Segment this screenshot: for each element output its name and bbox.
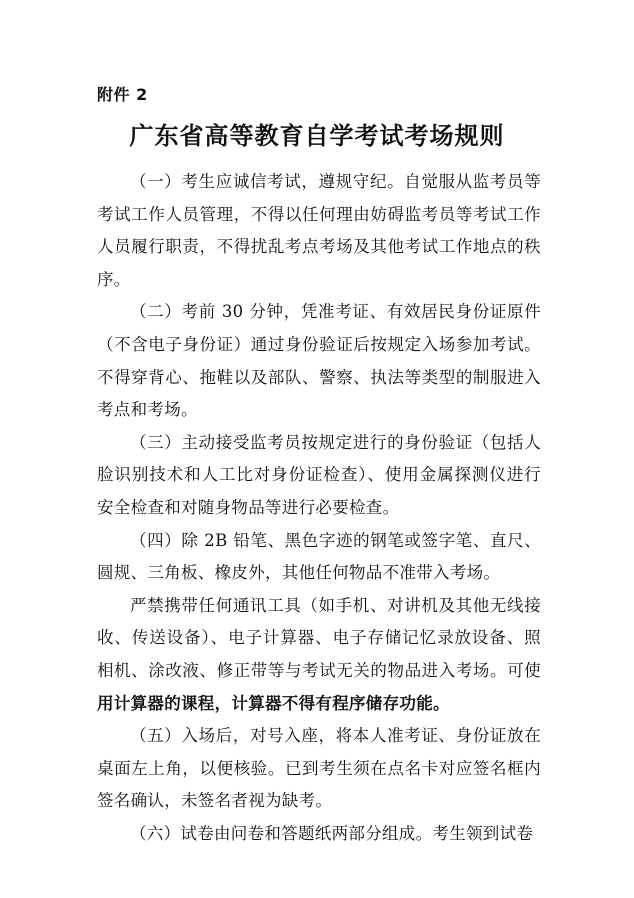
paragraph-rule-3: （三）主动接受监考员按规定进行的身份验证（包括人脸识别技术和人工比对身份证检查）、使用金属探测仪进行安全检查和对随身物品等进行必要检查。 [97,432,541,517]
paragraph-rule-4-prohibited-items [97,590,541,720]
paragraph-rule-6: （六）试卷由问卷和答题纸两部分组成。考生领到试卷 [130,823,534,843]
paragraph-rule-2: （二）考前 30 分钟，凭准考证、有效居民身份证原件（不含电子身份证）通过身份验证后按规定入场参加考试。不得穿背心、拖鞋以及部队、警察、执法等类型的制服进入考点和考场。 [97,302,541,420]
document-body [97,166,541,850]
page-title: 广东省高等教育自学考试考场规则 [129,122,505,150]
prohibited-items-text: 严禁携带任何通讯工具（如手机、对讲机及其他无线接收、传送设备）、电子计算器、电子存储记忆录放设备、照相机、涂改液、修正带等与考试无关的物品进入考场。可使 [97,595,541,680]
paragraph-rule-1: （一）考生应诚信考试，遵规守纪。自觉服从监考员等考试工作人员管理，不得以任何理由妨碍监考员等考试工作人员履行职责，不得扰乱考点考场及其他考试工作地点的秩序。 [97,172,541,289]
attachment-label: 附件 2 [97,85,148,104]
calculator-rule-text: 用计算器的课程，计算器不得有程序储存功能。 [97,693,450,713]
paragraph-rule-5: （五）入场后，对号入座，将本人准考证、身份证放在桌面左上角，以便核验。已到考生须在点名卡对应签名框内签名确认，未签名者视为缺考。 [97,726,541,811]
paragraph-rule-4: （四）除 2B 铅笔、黑色字迹的钢笔或签字笔、直尺、圆规、三角板、橡皮外，其他任何物品不准带入考场。 [97,530,541,583]
